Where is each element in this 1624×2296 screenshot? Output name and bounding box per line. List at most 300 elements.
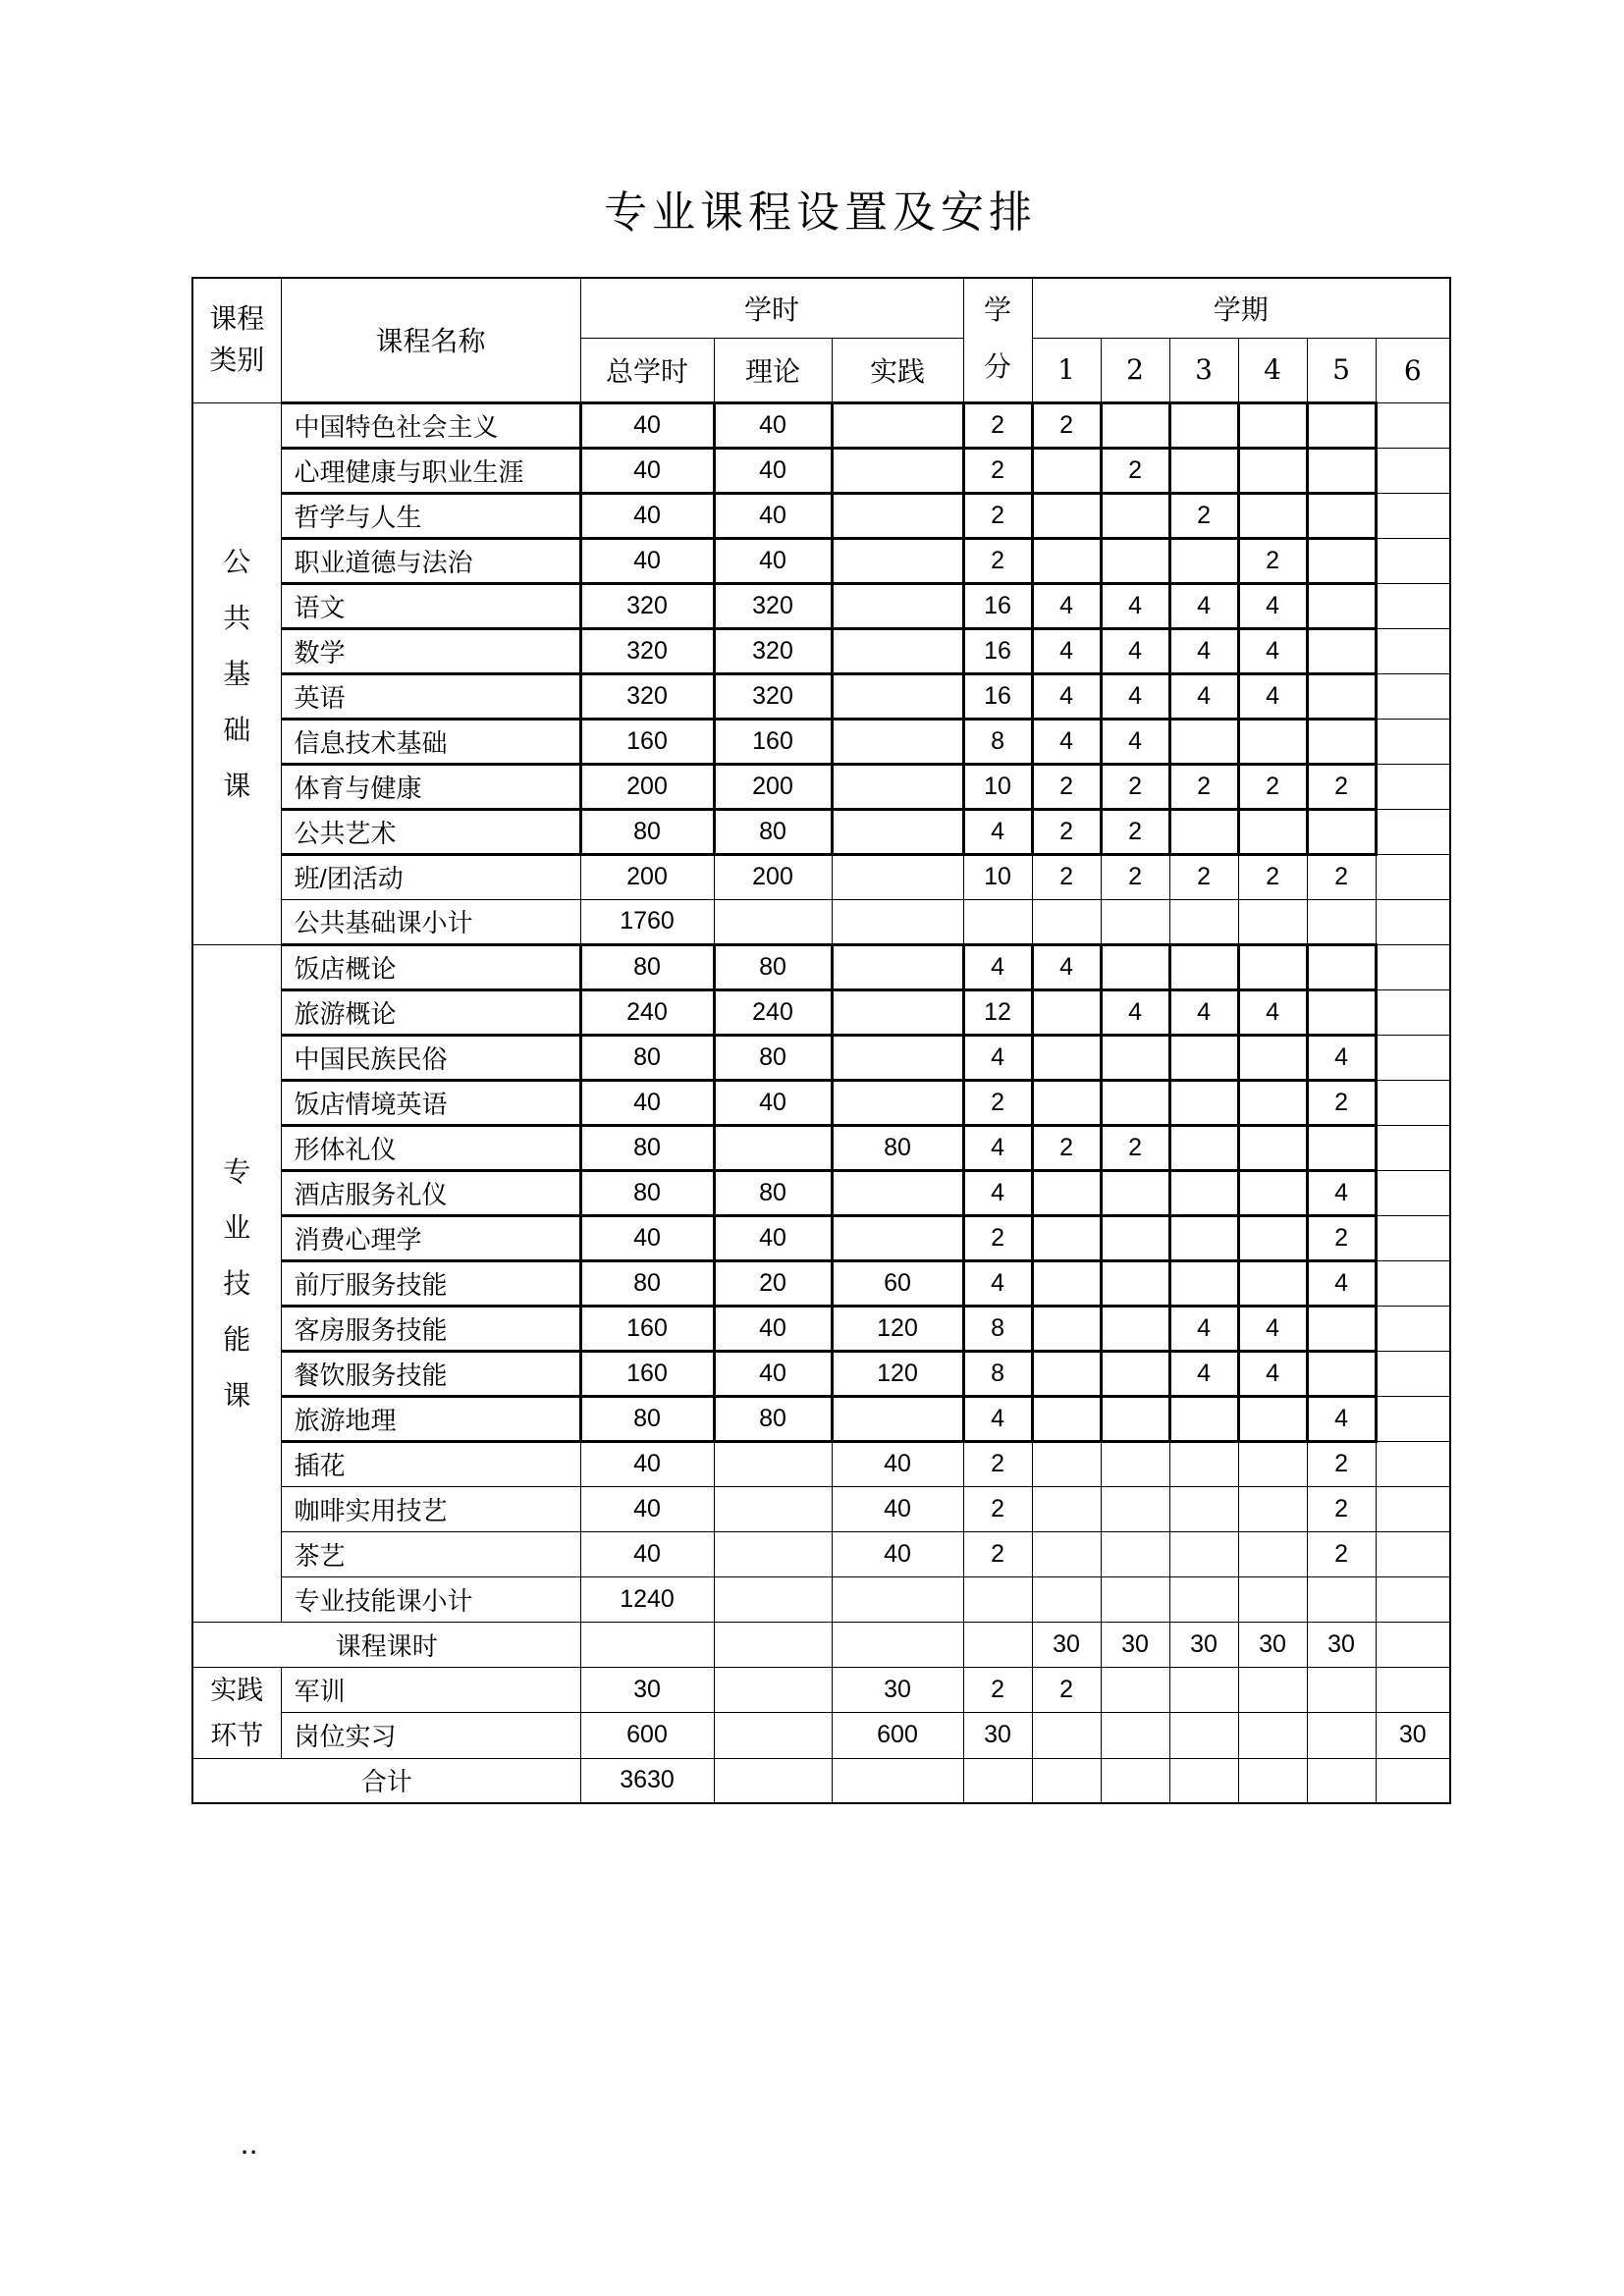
practice-hours-cell — [832, 673, 963, 719]
credits-cell: 16 — [963, 628, 1032, 673]
semester-3-cell — [1169, 1576, 1238, 1622]
semester-5-cell — [1307, 1306, 1376, 1351]
semester-3-cell — [1169, 448, 1238, 493]
practice-hours-cell — [832, 538, 963, 583]
semester-5-cell — [1307, 1576, 1376, 1622]
semester-1-cell — [1032, 1531, 1101, 1576]
semester-6-cell — [1376, 538, 1450, 583]
semester-5-cell — [1307, 899, 1376, 944]
semester-2-cell — [1101, 1667, 1169, 1713]
credits-cell: 4 — [963, 1125, 1032, 1170]
table-row — [192, 1351, 1450, 1396]
semester-4-cell — [1238, 1531, 1307, 1576]
total-hours-cell: 40 — [580, 493, 714, 538]
semester-5-cell — [1307, 1125, 1376, 1170]
semester-6-cell — [1376, 402, 1450, 448]
semester-1-cell — [1032, 899, 1101, 944]
course-name-cell: 咖啡实用技艺 — [281, 1486, 580, 1531]
semester-5-cell: 4 — [1307, 1396, 1376, 1441]
semester-6-cell — [1376, 448, 1450, 493]
total-hours-cell: 40 — [580, 1486, 714, 1531]
table-row — [192, 719, 1450, 764]
table-row — [192, 493, 1450, 538]
course-name-cell: 茶艺 — [281, 1531, 580, 1576]
semester-2-cell: 2 — [1101, 764, 1169, 809]
credits-cell: 4 — [963, 809, 1032, 854]
course-name-cell: 中国特色社会主义 — [281, 402, 580, 448]
practice-hours-cell — [832, 583, 963, 628]
practice-hours-cell: 120 — [832, 1306, 963, 1351]
semester-5-cell — [1307, 1667, 1376, 1713]
table-row — [192, 1713, 1450, 1759]
semester-6-cell — [1376, 1758, 1450, 1803]
course-name-cell: 消费心理学 — [281, 1215, 580, 1260]
semester-3-cell — [1169, 1667, 1238, 1713]
theory-hours-cell: 40 — [714, 493, 832, 538]
semester-5-cell: 4 — [1307, 1170, 1376, 1215]
total-hours-cell: 200 — [580, 764, 714, 809]
semester-6-cell — [1376, 809, 1450, 854]
practice-hours-cell: 120 — [832, 1351, 963, 1396]
semester-4-cell — [1238, 1486, 1307, 1531]
theory-hours-cell — [714, 1758, 832, 1803]
practice-hours-cell: 60 — [832, 1260, 963, 1306]
practice-hours-cell: 30 — [832, 1667, 963, 1713]
semester-4-cell: 4 — [1238, 628, 1307, 673]
category-cell — [192, 944, 281, 1622]
table-row — [192, 1080, 1450, 1125]
semester-1-cell — [1032, 448, 1101, 493]
practice-hours-cell — [832, 1080, 963, 1125]
credits-cell: 2 — [963, 1667, 1032, 1713]
semester-5-cell — [1307, 628, 1376, 673]
theory-hours-cell — [714, 1486, 832, 1531]
total-hours-cell: 1760 — [580, 899, 714, 944]
table-row — [192, 1215, 1450, 1260]
semester-6-cell — [1376, 719, 1450, 764]
course-name-cell: 信息技术基础 — [281, 719, 580, 764]
semester-2-cell — [1101, 944, 1169, 989]
credits-cell: 2 — [963, 1215, 1032, 1260]
table-row — [192, 1576, 1450, 1622]
total-hours-cell: 40 — [580, 402, 714, 448]
semester-2-cell — [1101, 1306, 1169, 1351]
course-name-cell: 插花 — [281, 1441, 580, 1486]
semester-6-cell — [1376, 1080, 1450, 1125]
course-name-cell: 酒店服务礼仪 — [281, 1170, 580, 1215]
semester-2-cell — [1101, 493, 1169, 538]
semester-3-cell — [1169, 1758, 1238, 1803]
practice-hours-cell: 40 — [832, 1441, 963, 1486]
course-name-cell: 职业道德与法治 — [281, 538, 580, 583]
total-hours-cell: 40 — [580, 1441, 714, 1486]
semester-1-cell — [1032, 493, 1101, 538]
credits-cell: 16 — [963, 673, 1032, 719]
table-row — [192, 402, 1450, 448]
table-row — [192, 1306, 1450, 1351]
semester-3-cell — [1169, 1125, 1238, 1170]
credits-cell: 2 — [963, 402, 1032, 448]
grand-total-row-label: 合计 — [192, 1758, 580, 1803]
semester-5-cell: 2 — [1307, 854, 1376, 899]
theory-hours-cell: 200 — [714, 764, 832, 809]
semester-5-cell: 2 — [1307, 1486, 1376, 1531]
course-name-cell: 英语 — [281, 673, 580, 719]
theory-hours-cell: 20 — [714, 1260, 832, 1306]
credits-cell: 4 — [963, 1260, 1032, 1306]
semester-3-cell — [1169, 1531, 1238, 1576]
semester-5-cell — [1307, 1758, 1376, 1803]
semester-2-cell — [1101, 1170, 1169, 1215]
semester-1-cell — [1032, 1170, 1101, 1215]
practice-hours-cell — [832, 1622, 963, 1667]
semester-1-cell — [1032, 1576, 1101, 1622]
semester-4-cell: 2 — [1238, 764, 1307, 809]
course-name-cell: 公共艺术 — [281, 809, 580, 854]
credits-cell: 2 — [963, 538, 1032, 583]
semester-1-cell: 4 — [1032, 583, 1101, 628]
credits-cell: 2 — [963, 493, 1032, 538]
course-name-cell: 哲学与人生 — [281, 493, 580, 538]
course-name-cell: 客房服务技能 — [281, 1306, 580, 1351]
semester-2-cell — [1101, 1080, 1169, 1125]
semester-6-cell — [1376, 1125, 1450, 1170]
category-cell — [192, 402, 281, 944]
semester-4-cell: 4 — [1238, 1306, 1307, 1351]
semester-5-cell: 4 — [1307, 1035, 1376, 1080]
semester-4-cell: 4 — [1238, 673, 1307, 719]
semester-4-cell: 4 — [1238, 989, 1307, 1035]
practice-hours-cell — [832, 628, 963, 673]
semester-3-cell — [1169, 719, 1238, 764]
total-hours-cell: 30 — [580, 1667, 714, 1713]
credits-cell: 2 — [963, 448, 1032, 493]
course-name-cell: 语文 — [281, 583, 580, 628]
semester-5-cell — [1307, 673, 1376, 719]
semester-4-cell — [1238, 1260, 1307, 1306]
semester-4-cell — [1238, 1758, 1307, 1803]
semester-number: 4 — [1238, 338, 1307, 402]
semester-number: 5 — [1307, 338, 1376, 402]
total-hours-cell: 80 — [580, 1170, 714, 1215]
practice-hours-cell — [832, 944, 963, 989]
theory-hours-cell: 240 — [714, 989, 832, 1035]
total-hours-cell: 40 — [580, 448, 714, 493]
semester-5-cell: 2 — [1307, 1080, 1376, 1125]
practice-hours-cell: 600 — [832, 1713, 963, 1759]
semester-5-cell — [1307, 1713, 1376, 1759]
semester-3-cell — [1169, 1486, 1238, 1531]
semester-1-cell: 2 — [1032, 402, 1101, 448]
semester-1-cell — [1032, 1441, 1101, 1486]
semester-6-cell — [1376, 1531, 1450, 1576]
semester-4-cell — [1238, 1035, 1307, 1080]
theory-hours-cell — [714, 1576, 832, 1622]
semester-6-cell — [1376, 1170, 1450, 1215]
course-name-cell: 心理健康与职业生涯 — [281, 448, 580, 493]
credits-cell: 30 — [963, 1713, 1032, 1759]
semester-3-cell: 2 — [1169, 493, 1238, 538]
credits-cell: 2 — [963, 1531, 1032, 1576]
semester-3-cell: 2 — [1169, 764, 1238, 809]
theory-hours-cell — [714, 1531, 832, 1576]
credits-cell: 4 — [963, 944, 1032, 989]
semester-1-cell — [1032, 1215, 1101, 1260]
credits-header: 学分 — [963, 278, 1032, 402]
total-hours-cell: 320 — [580, 583, 714, 628]
semester-2-cell: 4 — [1101, 673, 1169, 719]
semester-3-cell — [1169, 1215, 1238, 1260]
semester-3-cell — [1169, 1713, 1238, 1759]
semester-4-cell — [1238, 1396, 1307, 1441]
practice-hours-cell — [832, 402, 963, 448]
table-row — [192, 1035, 1450, 1080]
theory-hours-cell: 40 — [714, 1306, 832, 1351]
semester-6-cell — [1376, 628, 1450, 673]
semester-6-cell — [1376, 1667, 1450, 1713]
table-row — [192, 1486, 1450, 1531]
semester-2-cell — [1101, 1531, 1169, 1576]
semester-3-cell — [1169, 1260, 1238, 1306]
credits-cell: 16 — [963, 583, 1032, 628]
semester-2-cell — [1101, 402, 1169, 448]
semester-2-cell: 30 — [1101, 1622, 1169, 1667]
semester-1-cell — [1032, 1306, 1101, 1351]
theory-hours-cell: 40 — [714, 402, 832, 448]
semester-4-cell — [1238, 1125, 1307, 1170]
semester-3-cell — [1169, 1035, 1238, 1080]
semester-3-cell — [1169, 944, 1238, 989]
credits-cell: 10 — [963, 854, 1032, 899]
course-name-cell: 公共基础课小计 — [281, 899, 580, 944]
semester-2-cell: 2 — [1101, 448, 1169, 493]
semester-4-cell — [1238, 1667, 1307, 1713]
table-row — [192, 1396, 1450, 1441]
category-cell — [192, 1667, 281, 1758]
practice-hours-cell — [832, 854, 963, 899]
credits-cell: 8 — [963, 719, 1032, 764]
semester-1-cell: 4 — [1032, 628, 1101, 673]
semester-5-cell: 4 — [1307, 1260, 1376, 1306]
theory-hours-cell: 40 — [714, 538, 832, 583]
theory-hours-cell: 160 — [714, 719, 832, 764]
semester-1-cell: 4 — [1032, 719, 1101, 764]
table-row — [192, 1622, 1450, 1667]
semester-3-cell: 30 — [1169, 1622, 1238, 1667]
table-row — [192, 583, 1450, 628]
semester-3-cell: 4 — [1169, 1306, 1238, 1351]
course-hours-row-label: 课程课时 — [192, 1622, 580, 1667]
semester-3-cell — [1169, 1396, 1238, 1441]
total-hours-cell — [580, 1622, 714, 1667]
course-name-cell: 军训 — [281, 1667, 580, 1713]
credits-cell: 4 — [963, 1035, 1032, 1080]
semester-2-cell: 4 — [1101, 989, 1169, 1035]
category-header: 课程类别 — [192, 278, 281, 402]
course-name-cell: 体育与健康 — [281, 764, 580, 809]
total-hours-cell: 160 — [580, 1306, 714, 1351]
credits-cell: 12 — [963, 989, 1032, 1035]
semester-1-cell — [1032, 1351, 1101, 1396]
semester-1-cell — [1032, 1713, 1101, 1759]
practice-hours-cell: 80 — [832, 1125, 963, 1170]
practice-hours-cell — [832, 1215, 963, 1260]
semester-1-cell: 2 — [1032, 1125, 1101, 1170]
total-hours-cell: 80 — [580, 1396, 714, 1441]
semester-2-cell — [1101, 1441, 1169, 1486]
semester-5-cell — [1307, 989, 1376, 1035]
semester-6-cell — [1376, 944, 1450, 989]
semester-1-cell: 4 — [1032, 673, 1101, 719]
semester-4-cell — [1238, 1576, 1307, 1622]
semester-2-cell: 2 — [1101, 809, 1169, 854]
table-row — [192, 1441, 1450, 1486]
curriculum-table — [191, 277, 1451, 1804]
semester-3-cell: 4 — [1169, 673, 1238, 719]
semester-6-cell — [1376, 854, 1450, 899]
total-hours-cell: 40 — [580, 1531, 714, 1576]
semester-5-cell: 30 — [1307, 1622, 1376, 1667]
semester-1-cell — [1032, 1396, 1101, 1441]
total-hours-header: 总学时 — [580, 338, 714, 402]
semester-2-cell: 4 — [1101, 583, 1169, 628]
semester-1-cell — [1032, 989, 1101, 1035]
semester-3-cell: 4 — [1169, 583, 1238, 628]
semester-5-cell — [1307, 448, 1376, 493]
semester-4-cell — [1238, 719, 1307, 764]
semester-6-cell — [1376, 1215, 1450, 1260]
practice-hours-cell — [832, 1396, 963, 1441]
semester-3-cell — [1169, 1170, 1238, 1215]
semester-4-cell — [1238, 1080, 1307, 1125]
course-name-cell: 数学 — [281, 628, 580, 673]
total-hours-cell: 40 — [580, 1080, 714, 1125]
semester-4-cell — [1238, 1713, 1307, 1759]
credits-cell — [963, 1622, 1032, 1667]
practice-hours-cell — [832, 764, 963, 809]
total-hours-cell: 80 — [580, 809, 714, 854]
credits-cell: 8 — [963, 1306, 1032, 1351]
semester-1-cell: 2 — [1032, 854, 1101, 899]
practice-hours-cell — [832, 448, 963, 493]
table-row — [192, 989, 1450, 1035]
semester-6-cell — [1376, 1486, 1450, 1531]
total-hours-cell: 40 — [580, 538, 714, 583]
semester-6-cell: 30 — [1376, 1713, 1450, 1759]
semester-5-cell — [1307, 402, 1376, 448]
theory-hours-cell — [714, 1125, 832, 1170]
table-row — [192, 1531, 1450, 1576]
course-name-cell: 中国民族民俗 — [281, 1035, 580, 1080]
practice-hours-cell — [832, 989, 963, 1035]
semester-6-cell — [1376, 673, 1450, 719]
semester-header: 学期 — [1032, 278, 1450, 338]
semester-3-cell — [1169, 1441, 1238, 1486]
total-hours-cell: 160 — [580, 1351, 714, 1396]
table-row — [192, 448, 1450, 493]
semester-6-cell — [1376, 1035, 1450, 1080]
semester-1-cell: 2 — [1032, 809, 1101, 854]
theory-hours-cell: 80 — [714, 944, 832, 989]
semester-3-cell — [1169, 809, 1238, 854]
semester-1-cell: 30 — [1032, 1622, 1101, 1667]
practice-hours-cell — [832, 1035, 963, 1080]
semester-2-cell — [1101, 1486, 1169, 1531]
semester-2-cell — [1101, 538, 1169, 583]
semester-5-cell: 2 — [1307, 1215, 1376, 1260]
credits-cell: 2 — [963, 1486, 1032, 1531]
semester-5-cell: 2 — [1307, 1531, 1376, 1576]
semester-1-cell — [1032, 1486, 1101, 1531]
credits-cell: 4 — [963, 1396, 1032, 1441]
semester-number: 1 — [1032, 338, 1101, 402]
practice-hours-cell — [832, 899, 963, 944]
semester-2-cell: 2 — [1101, 854, 1169, 899]
course-name-cell: 旅游地理 — [281, 1396, 580, 1441]
semester-5-cell — [1307, 944, 1376, 989]
semester-3-cell — [1169, 899, 1238, 944]
semester-5-cell: 2 — [1307, 1441, 1376, 1486]
course-name-cell: 餐饮服务技能 — [281, 1351, 580, 1396]
semester-2-cell — [1101, 1396, 1169, 1441]
semester-number: 3 — [1169, 338, 1238, 402]
theory-hours-cell: 80 — [714, 1170, 832, 1215]
credits-cell — [963, 899, 1032, 944]
semester-2-cell — [1101, 1576, 1169, 1622]
semester-2-cell — [1101, 1351, 1169, 1396]
table-row — [192, 944, 1450, 989]
practice-hours-cell: 40 — [832, 1486, 963, 1531]
semester-4-cell — [1238, 1215, 1307, 1260]
table-row — [192, 628, 1450, 673]
semester-1-cell — [1032, 1758, 1101, 1803]
header-row-1 — [192, 278, 1450, 338]
credits-cell: 2 — [963, 1080, 1032, 1125]
category-text: 公共基础课 — [223, 546, 251, 801]
semester-number: 6 — [1376, 338, 1450, 402]
table-row — [192, 1170, 1450, 1215]
semester-1-cell: 4 — [1032, 944, 1101, 989]
semester-1-cell — [1032, 1035, 1101, 1080]
semester-5-cell — [1307, 583, 1376, 628]
theory-hours-cell: 40 — [714, 1351, 832, 1396]
credits-cell: 8 — [963, 1351, 1032, 1396]
table-row — [192, 1125, 1450, 1170]
table-row — [192, 854, 1450, 899]
semester-4-cell — [1238, 809, 1307, 854]
semester-6-cell — [1376, 583, 1450, 628]
total-hours-cell: 320 — [580, 673, 714, 719]
semester-2-cell — [1101, 1758, 1169, 1803]
table-row — [192, 538, 1450, 583]
total-hours-cell: 320 — [580, 628, 714, 673]
theory-hours-cell: 320 — [714, 628, 832, 673]
practice-hours-cell — [832, 1758, 963, 1803]
semester-3-cell — [1169, 402, 1238, 448]
theory-hours-cell: 40 — [714, 1215, 832, 1260]
semester-1-cell: 2 — [1032, 1667, 1101, 1713]
semester-4-cell: 2 — [1238, 538, 1307, 583]
semester-2-cell — [1101, 1215, 1169, 1260]
total-hours-cell: 600 — [580, 1713, 714, 1759]
semester-3-cell: 4 — [1169, 1351, 1238, 1396]
semester-2-cell: 4 — [1101, 628, 1169, 673]
table-row — [192, 673, 1450, 719]
semester-3-cell: 2 — [1169, 854, 1238, 899]
total-hours-cell: 80 — [580, 1125, 714, 1170]
semester-3-cell: 4 — [1169, 628, 1238, 673]
semester-5-cell — [1307, 809, 1376, 854]
